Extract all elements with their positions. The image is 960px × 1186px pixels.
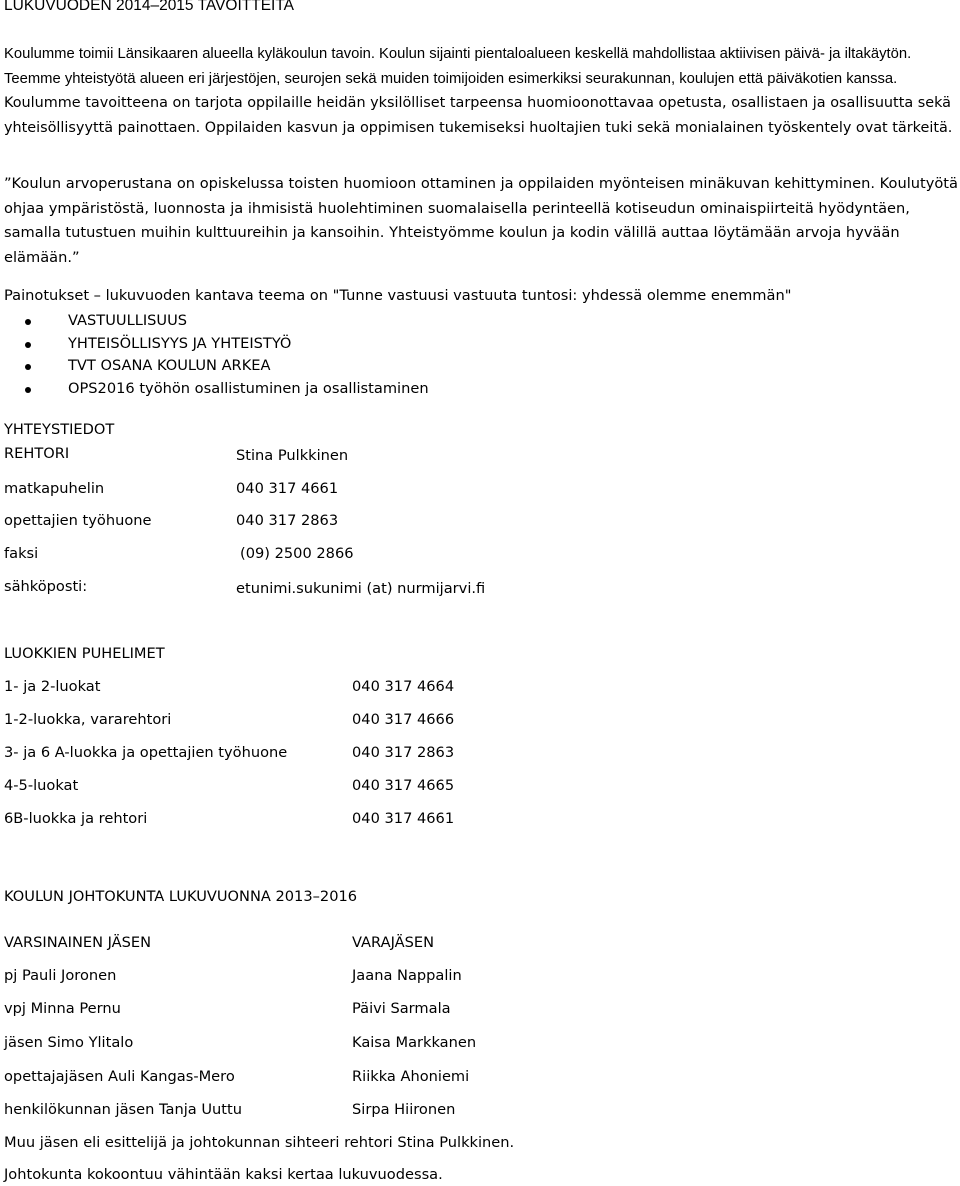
board-deputy-member: Päivi Sarmala [352, 1000, 451, 1017]
class-phone-value: 040 317 2863 [352, 744, 455, 761]
class-phone-value: 040 317 4666 [352, 711, 455, 728]
class-phone-value: 040 317 4661 [352, 810, 455, 827]
board-regular-member: henkilökunnan jäsen Tanja Uuttu [4, 1101, 242, 1118]
board-note-meetings: Johtokunta kokoontuu vähintään kaksi kertaa lukuvuodessa. [4, 1166, 443, 1183]
intro-part-1: Koulumme toimii Länsikaaren alueella kyläkoulun tavoin. Koulun sijainti pientaloalueen keskellä mahdollistaa aktiivisen päivä- ja iltakäytön. Teemme yhteistyötä alueen eri järjestöjen, seurojen sekä muiden toimijoiden esimerkiksi seurakunnan, koulujen että päiväkotien kanssa. [4, 46, 912, 87]
class-phone-label: 3- ja 6 A-luokka ja opettajien työhuone [4, 744, 288, 761]
board-regular-member: vpj Minna Pernu [4, 1000, 121, 1017]
contact-value-staffroom: 040 317 2863 [236, 512, 339, 529]
contact-value-mobile: 040 317 4661 [236, 480, 339, 497]
list-item: VASTUULLISUUS [4, 310, 429, 333]
contact-value-fax: (09) 2500 2866 [240, 545, 354, 562]
principal-name: Stina Pulkkinen [236, 447, 349, 464]
class-phones-heading: LUOKKIEN PUHELIMET [4, 645, 165, 662]
priorities-list [4, 310, 429, 400]
principal-label: REHTORI [4, 445, 70, 462]
board-heading: KOULUN JOHTOKUNTA LUKUVUONNA 2013–2016 [4, 888, 358, 905]
board-regular-member: pj Pauli Joronen [4, 967, 117, 984]
page-title: LUKUVUODEN 2014–2015 TAVOITTEITA [4, 0, 295, 14]
board-deputy-member: Riikka Ahoniemi [352, 1068, 470, 1085]
priorities-intro: Painotukset – lukuvuoden kantava teema on "Tunne vastuusi vastuuta tuntosi: yhdessä olemme enemmän" [4, 287, 792, 304]
class-phone-value: 040 317 4664 [352, 678, 455, 695]
list-item: YHTEISÖLLISYYS JA YHTEISTYÖ [4, 333, 429, 356]
values-quote: ”Koulun arvoperustana on opiskelussa toisten huomioon ottaminen ja oppilaiden myönteisen minäkuvan kehittyminen. Koulutyötä ohjaa ympäristöstä, luonnosta ja ihmisistä huolehtiminen suomalaisella perinteellä kotiseudun ominaispiirteitä hyödyntäen, samalla tutustuen muihin kulttuureihin ja kansoihin. Yhteistyömme koulun ja kodin välillä auttaa löytämään arvoja hyvään elämään.” [4, 175, 958, 266]
contacts-heading: YHTEYSTIEDOT [4, 421, 115, 438]
bullet-icon [25, 364, 31, 370]
contact-label-fax: faksi [4, 545, 39, 562]
intro-part-2: Koulumme tavoitteena on tarjota oppilaille heidän yksilölliset tarpeensa huomioonottavaa opetusta, osallistaen ja osallisuutta sekä yhteisöllisyyttä painottaen. Oppilaiden kasvun ja oppimisen tukemiseksi huoltajien tuki sekä monialainen työskentely ovat tärkeitä. [4, 95, 953, 136]
intro-paragraph [4, 42, 960, 140]
board-note-secretary: Muu jäsen eli esittelijä ja johtokunnan sihteeri rehtori Stina Pulkkinen. [4, 1134, 515, 1151]
contact-value-email: etunimi.sukunimi (at) nurmijarvi.fi [236, 580, 486, 597]
class-phone-label: 4-5-luokat [4, 777, 79, 794]
board-regular-member: jäsen Simo Ylitalo [4, 1034, 134, 1051]
bullet-icon [25, 387, 31, 393]
class-phone-label: 1- ja 2-luokat [4, 678, 101, 695]
board-col-regular-heading: VARSINAINEN JÄSEN [4, 934, 152, 951]
bullet-icon [25, 342, 31, 348]
board-deputy-member: Kaisa Markkanen [352, 1034, 477, 1051]
class-phone-label: 1-2-luokka, vararehtori [4, 711, 172, 728]
class-phone-value: 040 317 4665 [352, 777, 455, 794]
board-deputy-member: Jaana Nappalin [352, 967, 462, 984]
contact-label-mobile: matkapuhelin [4, 480, 105, 497]
board-col-deputy-heading: VARAJÄSEN [352, 934, 434, 951]
list-item: OPS2016 työhön osallistuminen ja osallistaminen [4, 378, 429, 401]
contact-label-staffroom: opettajien työhuone [4, 512, 152, 529]
contact-label-email: sähköposti: [4, 578, 88, 595]
class-phone-label: 6B-luokka ja rehtori [4, 810, 148, 827]
board-deputy-member: Sirpa Hiironen [352, 1101, 456, 1118]
bullet-icon [25, 319, 31, 325]
board-regular-member: opettajajäsen Auli Kangas-Mero [4, 1068, 235, 1085]
list-item: TVT OSANA KOULUN ARKEA [4, 355, 429, 378]
